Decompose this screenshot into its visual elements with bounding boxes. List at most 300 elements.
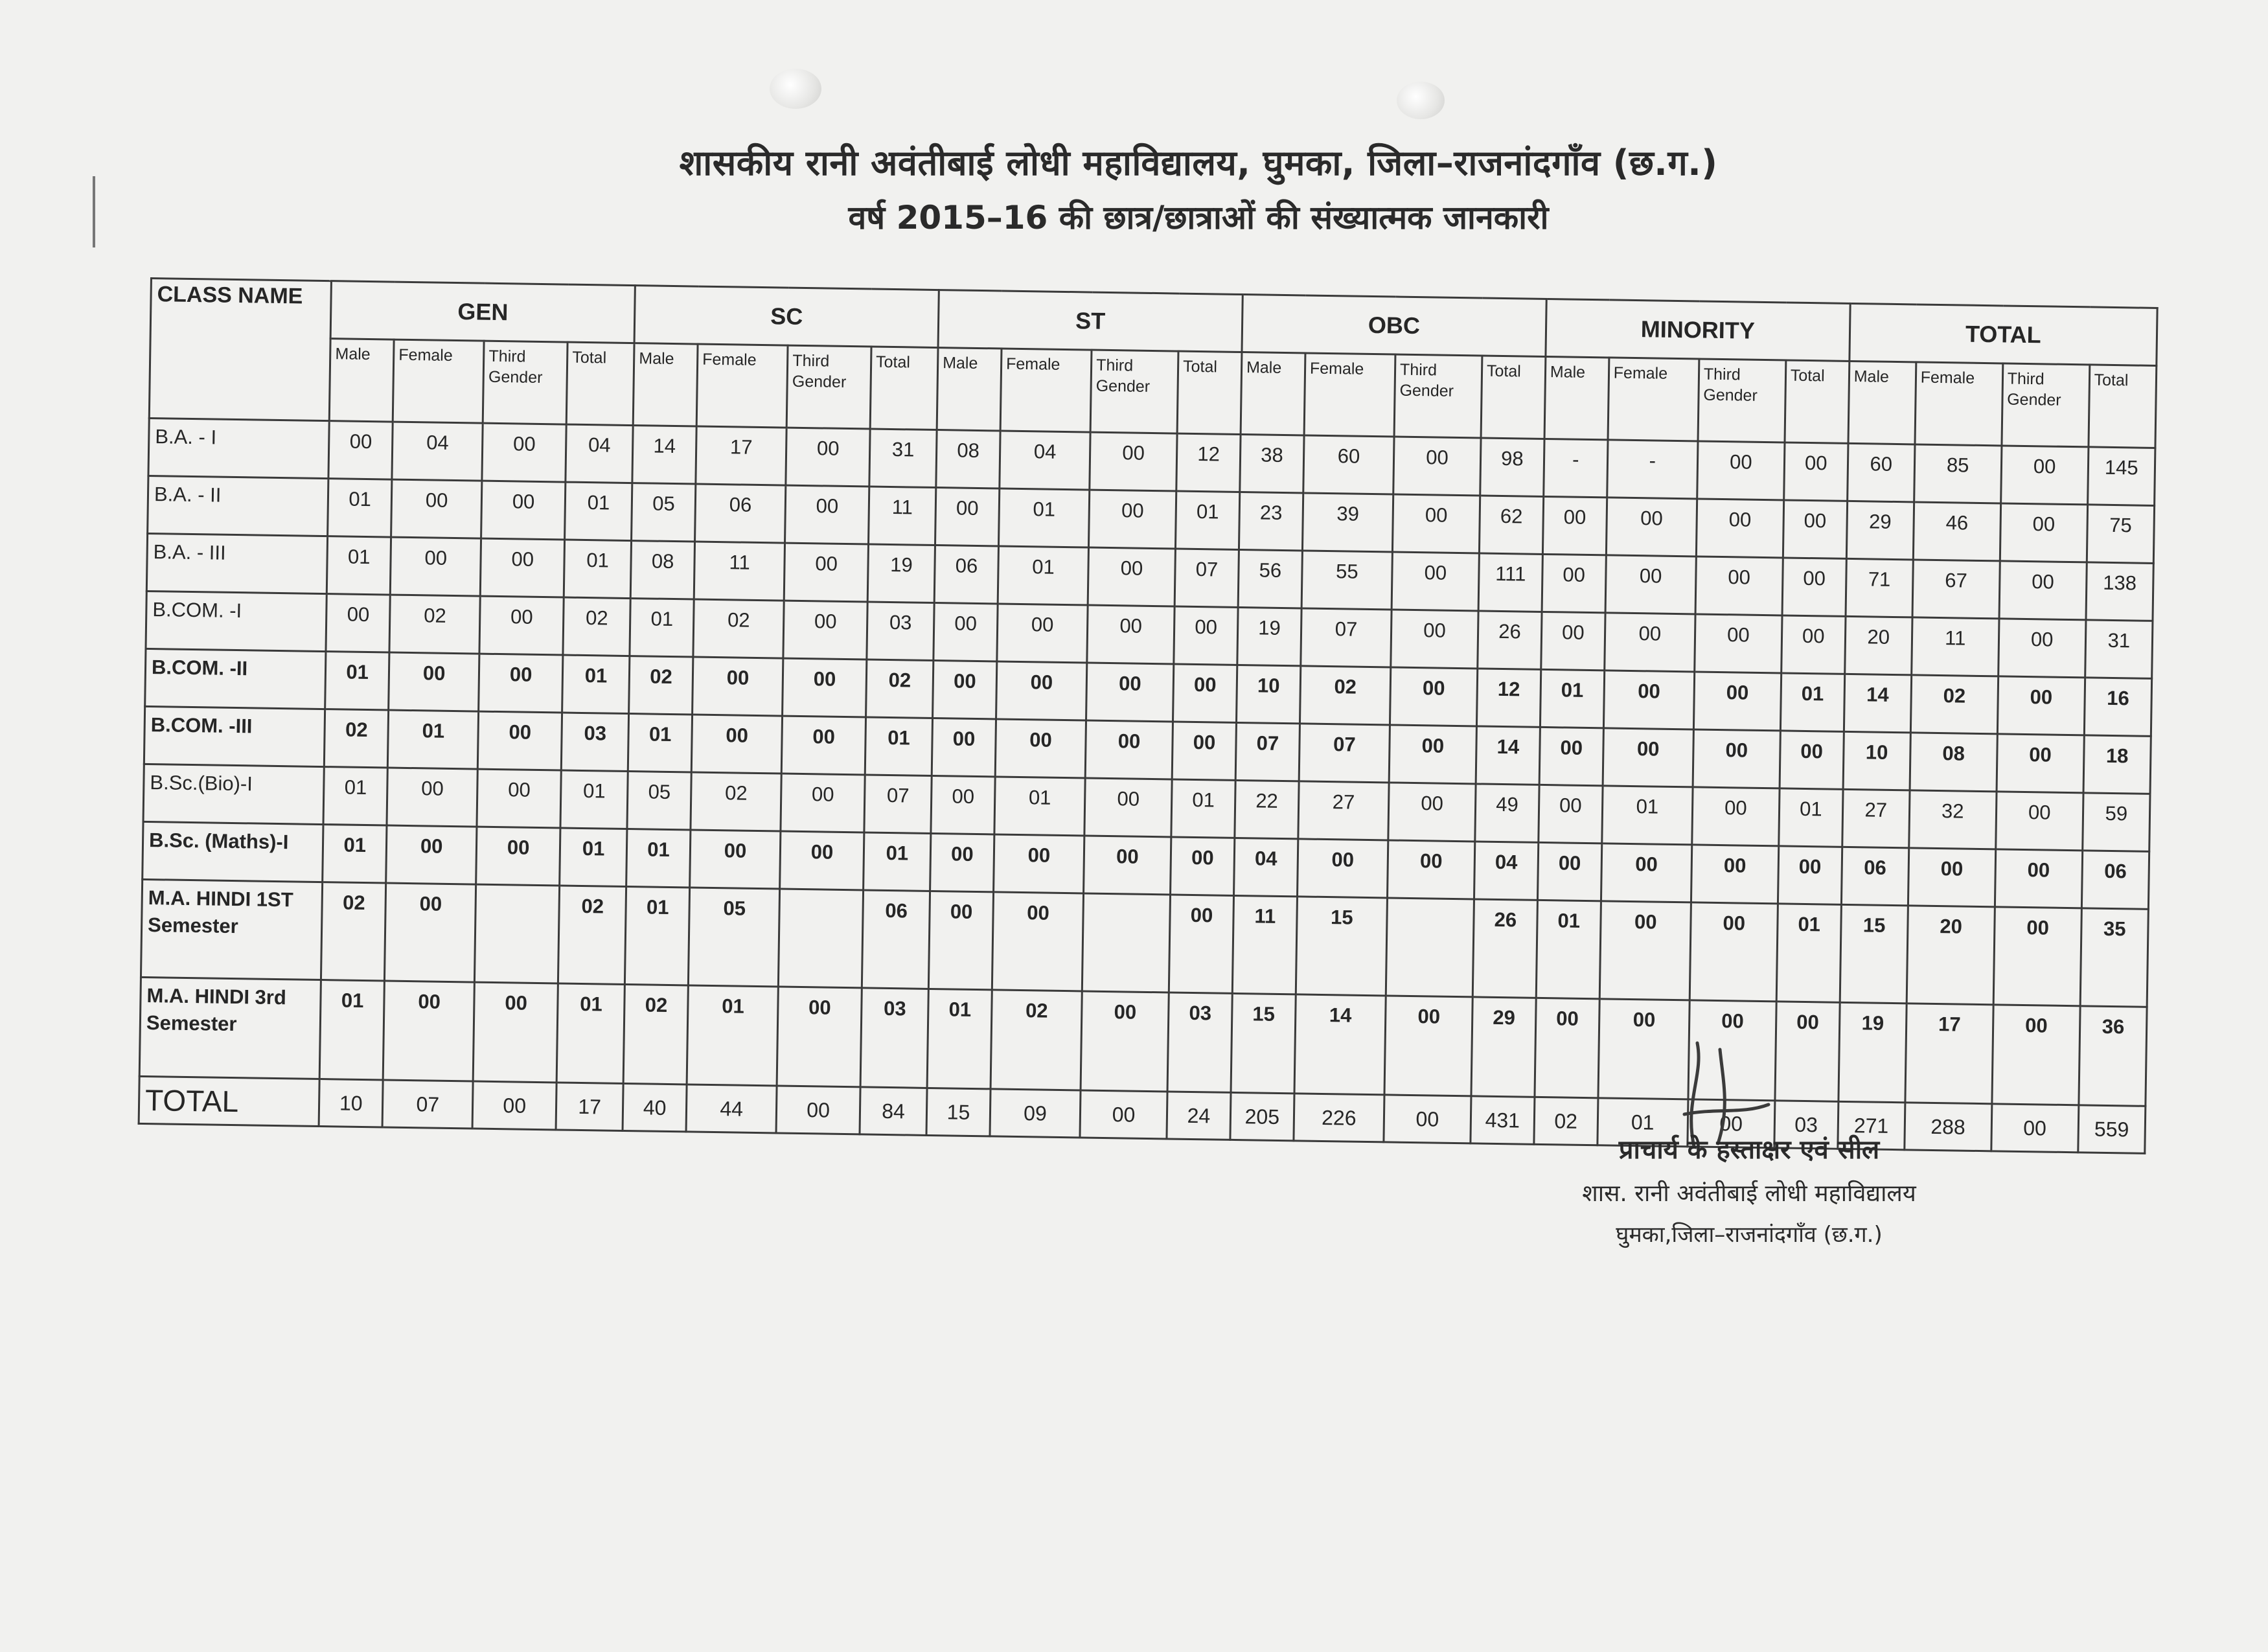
value-cell-gen-male: 00 <box>328 421 393 479</box>
value-cell-obc-male: 04 <box>1233 838 1298 896</box>
value-cell-gen-third-gender: 00 <box>481 481 566 540</box>
value-cell-obc-female: 15 <box>1296 897 1387 996</box>
value-cell-sc-third-gender: 00 <box>780 831 864 890</box>
class-name-header: CLASS NAME <box>149 279 331 421</box>
value-cell-minority-female: 00 <box>1601 843 1691 902</box>
value-cell-gen-third-gender <box>475 884 560 983</box>
value-cell-st-total: 00 <box>1172 722 1236 780</box>
total-cell-sc-male: 40 <box>623 1083 687 1131</box>
total-cell-st-male: 15 <box>926 1088 991 1136</box>
value-cell-total-total: 145 <box>2087 447 2155 506</box>
value-cell-sc-third-gender: 00 <box>783 601 867 660</box>
value-cell-total-total: 75 <box>2087 505 2155 564</box>
total-cell-total-total: 559 <box>2078 1105 2145 1154</box>
value-cell-minority-total: 00 <box>1778 846 1842 904</box>
value-cell-gen-female: 01 <box>387 710 478 769</box>
value-cell-obc-total: 26 <box>1478 611 1542 669</box>
value-cell-minority-third-gender: 00 <box>1693 672 1781 731</box>
value-cell-obc-female: 39 <box>1302 493 1393 552</box>
group-header-gen: GEN <box>330 281 635 343</box>
value-cell-gen-total: 01 <box>564 540 631 599</box>
total-cell-obc-third-gender: 00 <box>1384 1095 1471 1143</box>
value-cell-obc-male: 19 <box>1237 607 1301 665</box>
value-cell-sc-male: 01 <box>628 714 692 772</box>
total-cell-obc-male: 205 <box>1230 1092 1294 1140</box>
subheader-sc-male: Male <box>633 343 698 426</box>
value-cell-sc-male: 05 <box>627 772 691 830</box>
subheader-sc-third-gender: Third Gender <box>786 345 871 429</box>
principal-signature-block <box>1542 1127 1956 1254</box>
class-name-cell: B.A. - III <box>146 533 328 593</box>
value-cell-total-female: 46 <box>1913 502 2000 561</box>
value-cell-minority-female: 00 <box>1604 613 1695 672</box>
value-cell-minority-female: 00 <box>1605 555 1696 614</box>
value-cell-obc-third-gender <box>1386 898 1474 997</box>
value-cell-total-third-gender: 00 <box>1993 907 2081 1006</box>
seal-college-name: शास. रानी अवंतीबाई लोधी महाविद्यालय <box>1582 1180 1916 1207</box>
signature-caption: प्राचार्य के हस्ताक्षर एवं सील <box>1618 1135 1880 1165</box>
value-cell-minority-male: 00 <box>1535 998 1599 1097</box>
value-cell-sc-male: 02 <box>629 656 693 715</box>
value-cell-sc-female: 05 <box>688 888 779 987</box>
value-cell-obc-female: 14 <box>1294 994 1386 1095</box>
value-cell-st-total: 01 <box>1175 491 1239 549</box>
total-cell-st-female: 09 <box>990 1089 1081 1138</box>
value-cell-gen-total: 01 <box>562 655 630 714</box>
subheader-sc-total: Total <box>870 347 938 430</box>
value-cell-sc-total: 03 <box>860 988 928 1088</box>
document-subtitle: वर्ष 2015–16 की छात्र/छात्राओं की संख्यात्मक जानकारी <box>848 199 1549 236</box>
value-cell-minority-third-gender: 00 <box>1688 1000 1776 1101</box>
value-cell-total-total: 06 <box>2081 851 2149 910</box>
class-name-cell: M.A. HINDI 1ST Semester <box>141 879 322 980</box>
value-cell-total-third-gender: 00 <box>1997 734 2084 793</box>
value-cell-sc-total: 02 <box>866 660 934 718</box>
value-cell-minority-total: 01 <box>1780 673 1844 731</box>
total-cell-minority-female: 01 <box>1598 1098 1688 1147</box>
value-cell-total-third-gender: 00 <box>2000 503 2087 562</box>
class-name-cell: B.COM. -I <box>146 591 327 651</box>
subheader-minority-female: Female <box>1608 358 1699 441</box>
value-cell-gen-third-gender: 00 <box>479 654 563 713</box>
value-cell-minority-male: 00 <box>1541 612 1605 670</box>
value-cell-st-third-gender: 00 <box>1084 778 1172 837</box>
subheader-total-male: Male <box>1848 361 1916 444</box>
value-cell-minority-male: 01 <box>1536 900 1601 998</box>
value-cell-sc-female: 02 <box>691 772 781 831</box>
value-cell-obc-female: 02 <box>1300 666 1390 725</box>
group-header-sc: SC <box>634 286 939 348</box>
subheader-minority-third-gender: Third Gender <box>1698 359 1786 442</box>
value-cell-st-total: 01 <box>1171 779 1235 838</box>
value-cell-obc-female: 55 <box>1301 551 1392 610</box>
value-cell-obc-female: 07 <box>1299 724 1390 783</box>
value-cell-obc-male: 10 <box>1236 665 1300 723</box>
total-cell-obc-female: 226 <box>1294 1094 1384 1142</box>
total-cell-total-male: 271 <box>1838 1101 1905 1150</box>
value-cell-obc-female: 27 <box>1298 781 1389 840</box>
value-cell-obc-male: 23 <box>1239 492 1303 550</box>
value-cell-total-total: 31 <box>2085 620 2153 679</box>
value-cell-gen-female: 00 <box>391 479 482 538</box>
value-cell-minority-female: 00 <box>1603 671 1694 729</box>
value-cell-total-male: 29 <box>1846 501 1914 560</box>
value-cell-gen-total: 02 <box>558 886 626 985</box>
value-cell-sc-third-gender: 00 <box>783 658 867 717</box>
value-cell-st-male: 00 <box>935 488 1000 546</box>
value-cell-sc-female: 11 <box>694 542 785 601</box>
subheader-minority-total: Total <box>1785 360 1850 443</box>
value-cell-sc-third-gender <box>779 889 864 988</box>
value-cell-total-third-gender: 00 <box>1995 849 2082 908</box>
value-cell-sc-female: 06 <box>695 484 786 543</box>
value-cell-obc-female: 00 <box>1297 839 1388 898</box>
value-cell-st-male: 06 <box>934 545 998 604</box>
value-cell-st-male: 00 <box>930 833 994 891</box>
value-cell-obc-third-gender: 00 <box>1392 494 1480 553</box>
value-cell-total-female: 85 <box>1914 444 2001 503</box>
value-cell-obc-male: 07 <box>1235 722 1300 781</box>
total-cell-minority-third-gender: 00 <box>1688 1099 1775 1148</box>
value-cell-sc-third-gender: 00 <box>777 987 862 1087</box>
value-cell-obc-third-gender: 00 <box>1387 840 1474 899</box>
total-cell-gen-third-gender: 00 <box>472 1081 556 1130</box>
subheader-st-male: Male <box>937 348 1002 431</box>
value-cell-minority-female: 00 <box>1603 728 1693 787</box>
group-header-total: TOTAL <box>1850 303 2158 365</box>
college-title: शासकीय रानी अवंतीबाई लोधी महाविद्यालय, घुमका, जिला–राजनांदगाँव (छ.ग.) <box>679 143 1718 183</box>
value-cell-gen-total: 01 <box>556 983 624 1084</box>
value-cell-total-third-gender: 00 <box>1997 676 2085 735</box>
punch-hole-left <box>770 69 821 109</box>
value-cell-st-female: 00 <box>995 719 1086 778</box>
subheader-gen-third-gender: Third Gender <box>483 341 567 424</box>
value-cell-obc-third-gender: 00 <box>1388 783 1476 842</box>
value-cell-total-total: 18 <box>2083 735 2151 794</box>
value-cell-st-male: 00 <box>934 603 998 661</box>
subheader-total-total: Total <box>2089 365 2157 448</box>
value-cell-total-third-gender: 00 <box>1998 619 2085 678</box>
group-header-obc: OBC <box>1242 295 1546 357</box>
value-cell-gen-female: 00 <box>390 537 481 596</box>
value-cell-obc-female: 07 <box>1301 608 1392 667</box>
value-cell-obc-total: 111 <box>1478 553 1542 612</box>
value-cell-obc-male: 11 <box>1232 895 1297 994</box>
value-cell-total-third-gender: 00 <box>1999 561 2087 620</box>
class-name-cell: B.COM. -II <box>145 648 326 709</box>
value-cell-total-male: 27 <box>1842 789 1909 848</box>
value-cell-st-third-gender <box>1082 893 1170 992</box>
subheader-st-third-gender: Third Gender <box>1090 350 1178 433</box>
value-cell-minority-female: 01 <box>1601 786 1692 845</box>
value-cell-sc-male: 02 <box>623 984 688 1084</box>
value-cell-gen-third-gender: 00 <box>477 769 561 828</box>
value-cell-sc-third-gender: 00 <box>781 716 865 775</box>
value-cell-gen-female: 00 <box>386 825 477 884</box>
value-cell-gen-female: 04 <box>392 422 483 481</box>
value-cell-sc-total: 06 <box>862 890 930 989</box>
value-cell-minority-third-gender: 00 <box>1690 902 1778 1002</box>
value-cell-obc-female: 60 <box>1303 435 1394 494</box>
class-name-cell: B.Sc.(Bio)-I <box>143 764 325 824</box>
value-cell-sc-total: 01 <box>864 832 931 891</box>
value-cell-st-female: 00 <box>996 661 1086 720</box>
value-cell-sc-male: 01 <box>630 599 694 657</box>
value-cell-st-male: 08 <box>936 430 1000 488</box>
total-cell-obc-total: 431 <box>1471 1096 1535 1144</box>
total-cell-st-total: 24 <box>1167 1092 1231 1140</box>
punch-hole-right <box>1397 82 1445 119</box>
subheader-sc-female: Female <box>696 344 788 428</box>
value-cell-minority-total: 01 <box>1776 904 1841 1002</box>
value-cell-gen-total: 01 <box>565 482 632 541</box>
class-name-cell: B.Sc. (Maths)-I <box>143 821 324 882</box>
subheader-gen-total: Total <box>566 342 634 426</box>
value-cell-obc-total: 04 <box>1474 842 1538 900</box>
value-cell-gen-female: 00 <box>385 883 476 982</box>
table-body <box>139 418 2155 1153</box>
value-cell-st-male: 00 <box>932 718 996 776</box>
value-cell-minority-third-gender: 00 <box>1696 499 1783 558</box>
value-cell-st-third-gender: 00 <box>1086 663 1174 722</box>
value-cell-total-total: 138 <box>2086 562 2154 621</box>
value-cell-sc-third-gender: 00 <box>786 428 870 487</box>
total-cell-st-third-gender: 00 <box>1080 1090 1167 1139</box>
value-cell-sc-male: 01 <box>625 887 690 985</box>
value-cell-minority-total: 01 <box>1779 788 1843 847</box>
value-cell-gen-total: 01 <box>560 828 627 887</box>
value-cell-minority-male: 00 <box>1542 554 1606 612</box>
value-cell-total-female: 08 <box>1910 733 1997 792</box>
value-cell-total-female: 20 <box>1907 906 1995 1005</box>
value-cell-st-third-gender: 00 <box>1085 720 1173 779</box>
total-cell-gen-female: 07 <box>382 1080 473 1129</box>
value-cell-gen-female: 02 <box>389 595 480 654</box>
subheader-minority-male: Male <box>1544 356 1609 439</box>
subheader-st-total: Total <box>1177 351 1242 434</box>
value-cell-sc-female: 00 <box>693 657 783 716</box>
value-cell-minority-third-gender: 00 <box>1697 441 1785 500</box>
value-cell-total-total: 59 <box>2082 793 2150 852</box>
value-cell-obc-male: 22 <box>1235 780 1299 838</box>
subheader-total-third-gender: Third Gender <box>2002 363 2090 447</box>
value-cell-st-third-gender: 00 <box>1089 490 1176 549</box>
value-cell-st-female: 01 <box>994 777 1085 836</box>
value-cell-sc-total: 19 <box>867 544 935 603</box>
value-cell-obc-total: 14 <box>1476 726 1540 785</box>
value-cell-minority-female: - <box>1607 440 1697 499</box>
subheader-gen-female: Female <box>393 339 484 423</box>
value-cell-gen-male: 01 <box>319 980 384 1080</box>
value-cell-gen-male: 00 <box>326 594 390 652</box>
value-cell-obc-male: 56 <box>1238 549 1302 608</box>
value-cell-minority-female: 00 <box>1606 498 1697 556</box>
margin-mark <box>93 176 95 247</box>
value-cell-sc-female: 17 <box>696 426 786 485</box>
value-cell-obc-male: 38 <box>1240 434 1304 492</box>
total-cell-gen-male: 10 <box>319 1079 383 1127</box>
value-cell-sc-male: 01 <box>626 829 691 888</box>
total-cell-minority-total: 03 <box>1774 1101 1838 1149</box>
value-cell-gen-male: 01 <box>325 652 389 710</box>
total-cell-minority-male: 02 <box>1534 1097 1598 1145</box>
value-cell-total-male: 19 <box>1838 1002 1907 1103</box>
value-cell-st-total: 00 <box>1171 837 1235 895</box>
value-cell-obc-total: 98 <box>1480 438 1544 496</box>
value-cell-obc-third-gender: 00 <box>1392 552 1479 611</box>
value-cell-st-female: 02 <box>991 990 1082 1090</box>
value-cell-total-male: 10 <box>1843 731 1910 790</box>
value-cell-obc-total: 49 <box>1475 784 1539 842</box>
value-cell-gen-total: 01 <box>560 770 628 829</box>
value-cell-minority-male: - <box>1544 439 1608 497</box>
value-cell-st-third-gender: 00 <box>1090 432 1177 491</box>
value-cell-minority-total: 00 <box>1780 731 1844 789</box>
subheader-st-female: Female <box>1000 349 1092 432</box>
value-cell-obc-third-gender: 00 <box>1393 437 1481 496</box>
value-cell-minority-male: 00 <box>1542 496 1607 555</box>
value-cell-total-third-gender: 00 <box>2000 446 2088 505</box>
value-cell-total-female: 17 <box>1905 1004 1993 1104</box>
value-cell-gen-third-gender: 00 <box>482 423 566 482</box>
value-cell-st-total: 00 <box>1174 606 1238 665</box>
value-cell-minority-female: 00 <box>1599 901 1691 1000</box>
subheader-total-female: Female <box>1915 362 2003 446</box>
subheader-obc-total: Total <box>1481 356 1546 439</box>
value-cell-total-male: 60 <box>1847 443 1914 502</box>
value-cell-gen-male: 02 <box>325 709 389 768</box>
value-cell-sc-third-gender: 00 <box>784 543 868 602</box>
value-cell-st-female: 00 <box>993 834 1084 893</box>
value-cell-gen-male: 01 <box>323 825 387 883</box>
subheader-obc-female: Female <box>1304 353 1395 437</box>
value-cell-sc-total: 03 <box>867 602 934 661</box>
group-header-st: ST <box>938 290 1243 352</box>
value-cell-total-female: 11 <box>1911 617 1999 676</box>
subheader-obc-third-gender: Third Gender <box>1394 354 1482 438</box>
value-cell-total-female: 02 <box>1910 675 1998 734</box>
total-cell-sc-total: 84 <box>860 1087 927 1136</box>
value-cell-gen-third-gender: 00 <box>481 538 565 597</box>
value-cell-total-male: 71 <box>1846 558 1913 617</box>
value-cell-st-third-gender: 00 <box>1088 547 1175 606</box>
value-cell-obc-third-gender: 00 <box>1384 996 1472 1096</box>
value-cell-gen-total: 02 <box>563 597 630 656</box>
value-cell-sc-female: 02 <box>693 599 784 658</box>
value-cell-st-female: 01 <box>998 488 1089 547</box>
value-cell-gen-female: 00 <box>389 652 479 711</box>
value-cell-total-male: 15 <box>1840 904 1908 1004</box>
value-cell-gen-male: 01 <box>327 536 391 595</box>
group-header-minority: MINORITY <box>1546 299 1850 361</box>
value-cell-total-female: 32 <box>1908 790 1996 849</box>
value-cell-minority-third-gender: 00 <box>1692 787 1780 846</box>
value-cell-minority-total: 00 <box>1781 615 1846 674</box>
value-cell-st-female: 01 <box>998 546 1088 605</box>
value-cell-st-total: 00 <box>1169 895 1233 993</box>
value-cell-minority-total: 00 <box>1783 500 1847 558</box>
value-cell-gen-female: 00 <box>387 768 477 827</box>
value-cell-minority-male: 00 <box>1539 785 1603 843</box>
document-header <box>648 136 1749 245</box>
value-cell-minority-total: 00 <box>1775 1002 1840 1101</box>
value-cell-total-male: 14 <box>1844 674 1911 733</box>
class-name-cell: B.COM. -III <box>144 706 325 766</box>
value-cell-sc-third-gender: 00 <box>785 485 869 544</box>
value-cell-st-male: 00 <box>928 891 993 989</box>
value-cell-sc-total: 07 <box>864 775 932 834</box>
value-cell-st-total: 12 <box>1176 433 1241 492</box>
value-cell-minority-third-gender: 00 <box>1695 614 1782 673</box>
value-cell-total-male: 06 <box>1841 847 1908 906</box>
value-cell-minority-male: 01 <box>1540 669 1604 728</box>
value-cell-obc-total: 26 <box>1472 899 1537 998</box>
value-cell-minority-third-gender: 00 <box>1693 729 1780 788</box>
class-name-cell: M.A. HINDI 3rd Semester <box>139 977 321 1079</box>
value-cell-gen-male: 01 <box>328 479 392 537</box>
value-cell-sc-male: 05 <box>632 483 696 542</box>
value-cell-gen-third-gender: 00 <box>479 596 564 655</box>
value-cell-st-female: 00 <box>992 892 1083 991</box>
value-cell-total-female: 00 <box>1908 848 1995 907</box>
value-cell-gen-total: 03 <box>561 713 628 772</box>
value-cell-gen-male: 01 <box>323 767 387 825</box>
value-cell-sc-female: 00 <box>691 715 782 774</box>
value-cell-obc-third-gender: 00 <box>1390 667 1477 726</box>
value-cell-sc-female: 01 <box>687 985 778 1086</box>
value-cell-obc-third-gender: 00 <box>1391 610 1478 669</box>
value-cell-st-female: 00 <box>997 604 1088 663</box>
value-cell-gen-female: 00 <box>383 981 474 1081</box>
subheader-obc-male: Male <box>1241 352 1305 435</box>
total-cell-gen-total: 17 <box>556 1083 623 1131</box>
value-cell-st-third-gender: 00 <box>1084 836 1171 895</box>
value-cell-minority-total: 00 <box>1783 442 1848 501</box>
value-cell-minority-total: 00 <box>1782 558 1846 616</box>
total-cell-sc-female: 44 <box>686 1084 777 1133</box>
value-cell-minority-male: 00 <box>1537 842 1601 901</box>
value-cell-gen-third-gender: 00 <box>473 982 558 1083</box>
value-cell-sc-female: 00 <box>690 830 781 889</box>
value-cell-st-male: 00 <box>933 660 997 718</box>
statistics-table-wrapper <box>138 277 2159 1154</box>
value-cell-st-third-gender: 00 <box>1081 991 1169 1092</box>
total-cell-total-female: 288 <box>1905 1103 1992 1151</box>
value-cell-minority-male: 00 <box>1539 727 1603 785</box>
value-cell-minority-third-gender: 00 <box>1691 845 1778 904</box>
value-cell-st-total: 07 <box>1174 549 1239 607</box>
value-cell-obc-total: 29 <box>1471 997 1536 1097</box>
value-cell-st-total: 03 <box>1167 992 1232 1092</box>
value-cell-sc-total: 31 <box>869 429 937 488</box>
value-cell-sc-total: 11 <box>868 487 935 545</box>
value-cell-sc-total: 01 <box>865 717 932 776</box>
subheader-gen-male: Male <box>329 339 394 422</box>
value-cell-st-third-gender: 00 <box>1087 605 1174 664</box>
value-cell-gen-third-gender: 00 <box>478 711 562 770</box>
value-cell-total-third-gender: 00 <box>1992 1005 2080 1105</box>
value-cell-total-male: 20 <box>1844 616 1912 675</box>
value-cell-obc-total: 12 <box>1476 669 1541 727</box>
seal-college-address: घुमका,जिला–राजनांदगाँव (छ.ग.) <box>1616 1222 1883 1248</box>
value-cell-st-male: 01 <box>927 989 992 1088</box>
student-statistics-table <box>138 277 2159 1154</box>
value-cell-obc-third-gender: 00 <box>1389 725 1476 784</box>
value-cell-total-total: 16 <box>2084 678 2152 737</box>
value-cell-st-total: 00 <box>1173 664 1237 722</box>
value-cell-obc-male: 15 <box>1231 993 1296 1093</box>
class-name-cell: B.A. - I <box>148 418 330 478</box>
